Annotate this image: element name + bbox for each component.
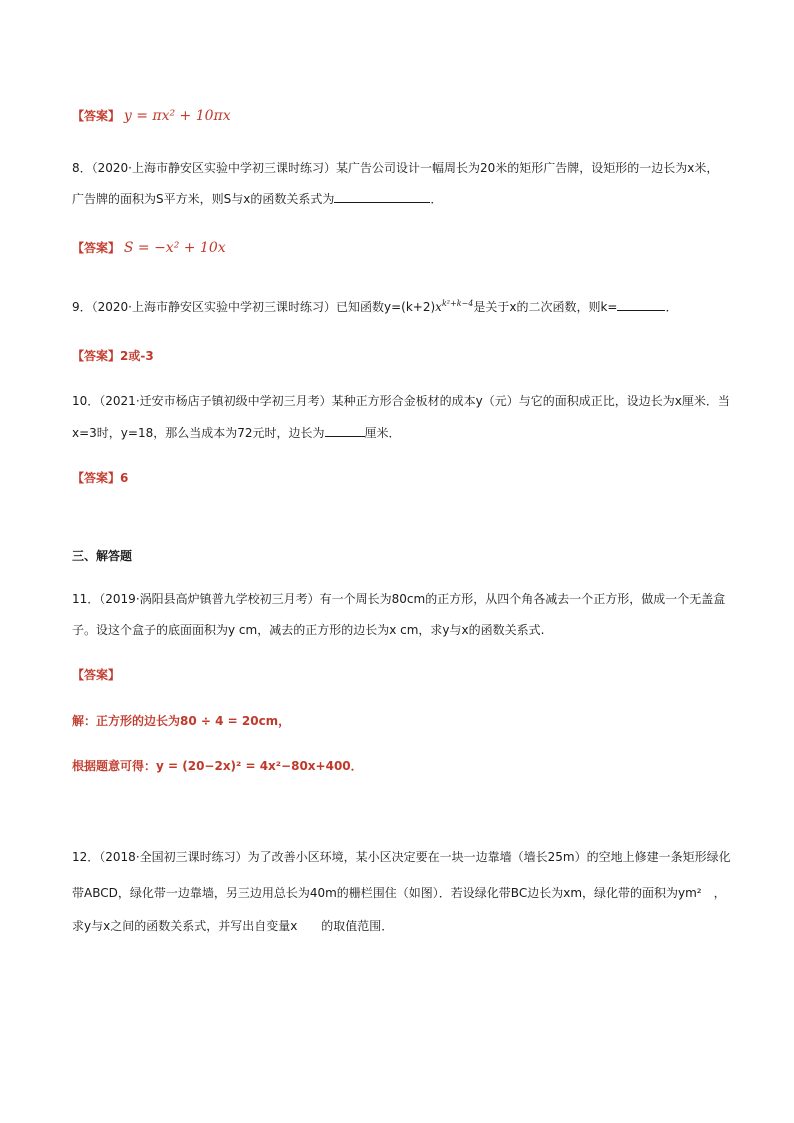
q9-power-exp: k²+k−4: [441, 299, 474, 308]
q7-answer-math: y = πx² + 10πx: [123, 108, 231, 124]
q8-source: （2020·上海市静安区实验中学初三课时练习）: [91, 161, 336, 175]
q11-source: （2019·涡阳县高炉镇普九学校初三月考）: [99, 592, 320, 606]
q11-solution-2: 根据题意可得：y = (20−2x)² = 4x²−80x+400．: [72, 759, 363, 773]
section-title: 三、解答题: [72, 549, 133, 563]
q12-line1: [72, 849, 732, 865]
q8-answer-math: S = −x² + 10x: [123, 240, 226, 256]
answer-label: 【答案】: [72, 241, 121, 255]
q8-line1: [72, 160, 732, 176]
answer-label: 【答案】: [72, 471, 121, 485]
q10-number: 10．: [72, 394, 100, 408]
q11-answer: [72, 667, 732, 683]
q10-text-1: 某种正方形合金板材的成本y（元）与它的面积成正比，设边长为x厘米．当: [331, 394, 730, 408]
q10-line2: [72, 424, 732, 441]
q9-answer-value: 2或-3: [120, 349, 154, 363]
q10-text-2a: x=3时，y=18，那么当成本为72元时，边长为: [72, 426, 325, 440]
q7-answer: [72, 108, 732, 124]
q11-text-1: 有一个周长为80cm的正方形，从四个角各减去一个正方形，做成一个无盖盒: [319, 592, 726, 606]
q12-line3: 求y与x之间的函数关系式，并写出自变量x 的取值范围．: [72, 919, 394, 933]
q9-text-b: 是关于x的二次函数，则k=: [473, 300, 618, 314]
answer-label: 【答案】: [72, 668, 121, 682]
q9-line1: [72, 298, 732, 315]
q10-text-2b: 厘米．: [364, 426, 401, 440]
q9-answer: [72, 348, 732, 364]
q12-number: 12．: [72, 850, 100, 864]
q11-line2: 子。设这个盒子的底面面积为y cm，减去的正方形的边长为x cm，求y与x的函数关系式.: [72, 623, 545, 637]
q11-solution-1: 解：正方形的边长为80 ÷ 4 = 20cm，: [72, 714, 291, 728]
q11-number: 11．: [72, 592, 100, 606]
q8-line2: [72, 190, 732, 207]
q10-line1: [72, 393, 732, 409]
q8-blank[interactable]: [334, 190, 430, 203]
q10-answer: [72, 470, 732, 486]
q10-blank[interactable]: [325, 424, 365, 437]
q8-answer: [72, 240, 732, 256]
q10-answer-value: 6: [120, 471, 129, 485]
q9-blank[interactable]: [617, 298, 665, 311]
q8-number: 8．: [72, 161, 92, 175]
q12-text-1: 为了改善小区环境，某小区决定要在一块一边靠墙（墙长25m）的空地上修建一条矩形绿化: [247, 850, 731, 864]
q12-line2: 带ABCD，绿化带一边靠墙，另三边用总长为40m的栅栏围住（如图）．若设绿化带BC边长为xm，绿化带的面积为ym² ，: [72, 886, 726, 900]
q9-power-base: x: [435, 300, 442, 314]
q8-text-2: 广告牌的面积为S平方米，则S与x的函数关系式为: [72, 192, 335, 206]
q9-source: （2020·上海市静安区实验中学初三课时练习）: [91, 300, 336, 314]
q12-source: （2018·全国初三课时练习）: [99, 850, 248, 864]
q8-text-1: 某广告公司设计一幅周长为20米的矩形广告牌，设矩形的一边长为x米，: [336, 161, 719, 175]
q9-period: ．: [665, 300, 678, 314]
answer-label: 【答案】: [72, 109, 121, 123]
q8-period: ．: [430, 192, 443, 206]
q10-source: （2021·迁安市杨店子镇初级中学初三月考）: [99, 394, 332, 408]
answer-label: 【答案】: [72, 349, 121, 363]
q9-number: 9．: [72, 300, 92, 314]
q11-line1: [72, 591, 732, 607]
q9-text-a: 已知函数y=(k+2): [336, 300, 436, 314]
